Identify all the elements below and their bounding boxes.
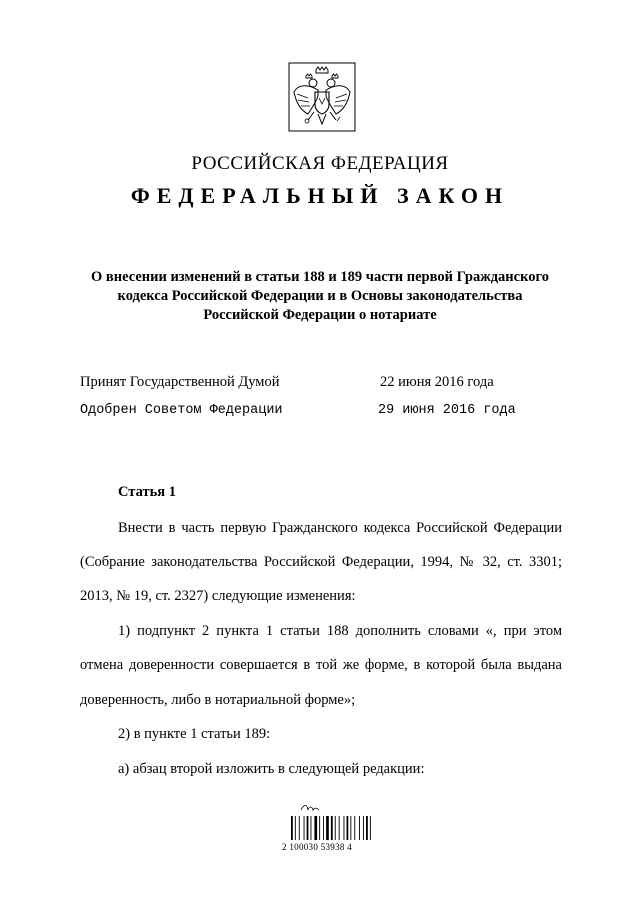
article-line: Внести в часть первую Гражданского кодекса Российской Федерации [118, 520, 562, 536]
adopted-label: Принят Государственной Думой [80, 374, 280, 390]
article-line: доверенность, либо в нотариальной форме»; [80, 692, 356, 708]
article-title: Статья 1 [118, 484, 176, 500]
article-line: а) абзац второй изложить в следующей редакции: [118, 761, 425, 777]
approved-label: Одобрен Советом Федерации [80, 403, 283, 418]
article-line: 1) подпункт 2 пункта 1 статьи 188 дополнить словами «, при этом [118, 623, 562, 639]
article-line: 2013, № 19, ст. 2327) следующие изменения: [80, 588, 356, 604]
country-name: РОССИЙСКАЯ ФЕДЕРАЦИЯ [191, 153, 449, 174]
adopted-row [80, 374, 560, 396]
adopted-date: 22 июня 2016 года [380, 374, 494, 390]
subject-line: Российской Федерации о нотариате [203, 307, 437, 323]
approved-row [80, 403, 560, 425]
coat-of-arms-icon [288, 62, 356, 132]
subject-line: кодекса Российской Федерации и в Основы законодательства [117, 288, 523, 304]
law-subject [70, 268, 570, 325]
article-line: (Собрание законодательства Российской Федерации, 1994, № 32, ст. 3301; [80, 554, 562, 570]
article-line: отмена доверенности совершается в той же форме, в которой была выдана [80, 657, 562, 673]
barcode-number: 2 100030 53938 4 [282, 842, 353, 852]
approved-date: 29 июня 2016 года [378, 403, 516, 418]
subject-line: О внесении изменений в статьи 188 и 189 части первой Гражданского [91, 269, 549, 285]
article-line: 2) в пункте 1 статьи 189: [118, 726, 271, 742]
document-type: ФЕДЕРАЛЬНЫЙ ЗАКОН [130, 183, 510, 208]
